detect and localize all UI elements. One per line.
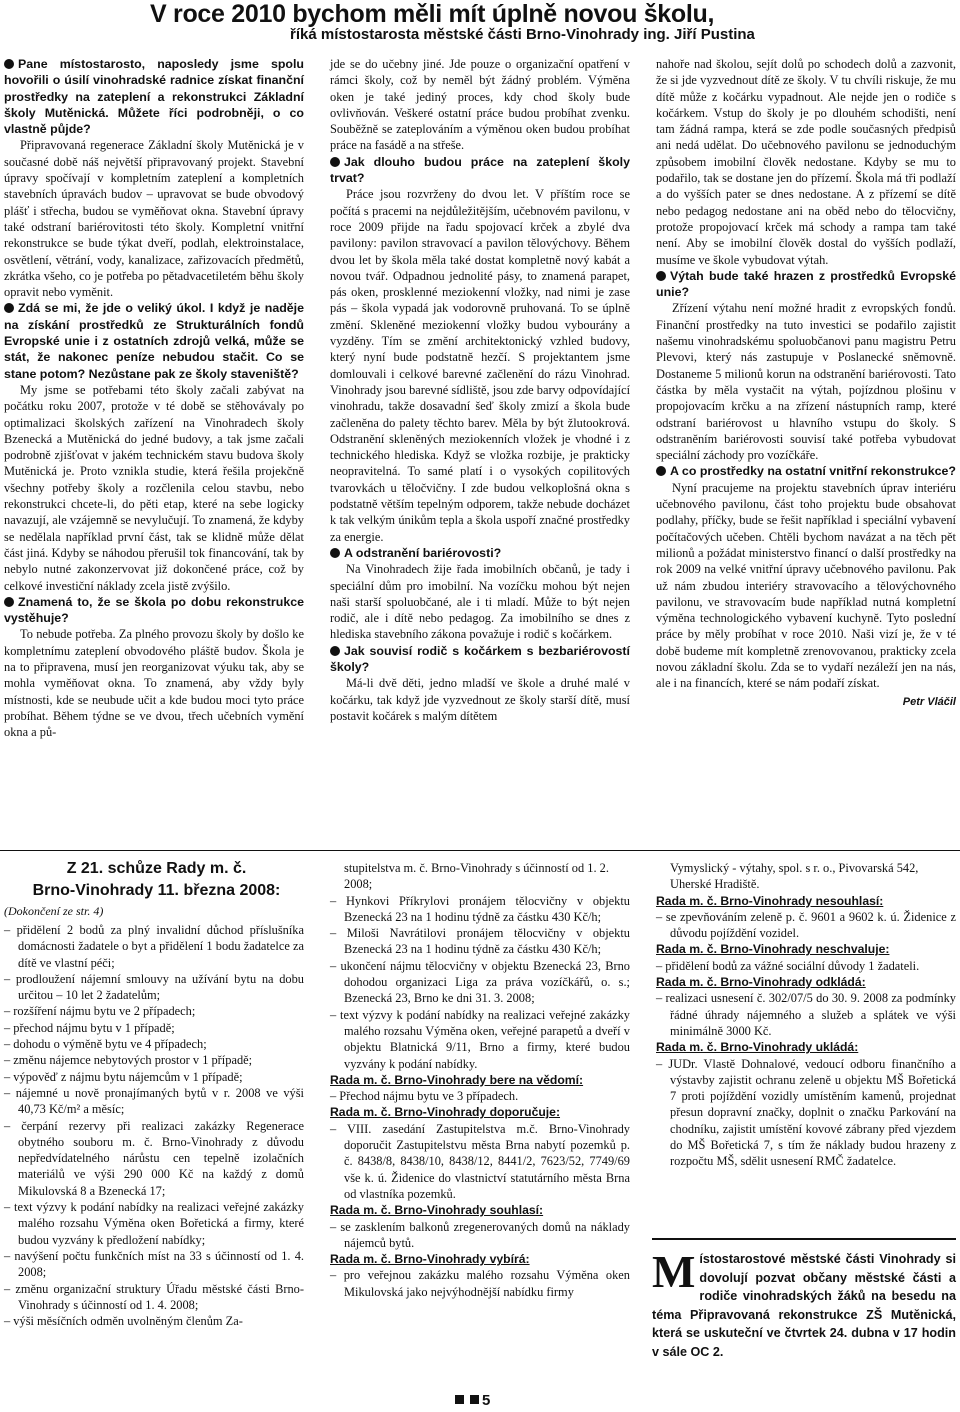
resolution-heading: Rada m. č. Brno-Vinohrady neschvaluje: <box>656 942 890 957</box>
invitation-text: ístostarostové městské části Vinohrady si dovolují pozvat občany městské části a rodiče vinohradských žáků na besedu na téma Připravovaná rekonstrukce ZŠ Mutěnická, která se uskuteční ve čtvrtek 24. dubna v 17 hodin v sále OC 2. <box>652 1252 956 1359</box>
resolution-item: – Přechod nájmu bytu ve 3 případech. <box>330 1088 630 1104</box>
square-marker-icon <box>455 1395 464 1404</box>
page-number <box>452 1392 490 1409</box>
council-title-line-1: Z 21. schůze Rady m. č. <box>66 860 247 877</box>
resolution-item: – výpověď z nájmu bytu nájemcům v 1 případě; <box>4 1069 304 1085</box>
resolution-item: – čerpání rezervy při realizaci zakázky Regenerace obytného souboru m. č. Brno-Vinohrady z důvodu nepředvídatelného nárůstu cen tepelně izolačních materiálů ve výši 290 000 Kč na každý z domů Mikulovská 8 a Bzenecká 17; <box>4 1118 304 1199</box>
resolution-item: – rozšíření nájmu bytu ve 2 případech; <box>4 1003 304 1019</box>
interview-answer: Nyní pracujeme na projektu stavebních úprav interiéru učebnového pavilonu, část toho projektu bude obsahovat podlahy, příčky, bude se řešit například i speciální vybavení počítačových učeben. Chtěli bychom navázat a na těch pět milionů a požádat ministerstvo financí o další prostředky na rok 2009 na velké vnitřní úpravy učebnového pavilonu. Pak už nám zbudou interiéry stravovacího a tělovýchovného pavilonu, ve stravovacím bude například nutná kompletní výměna technologického vybavení kuchyně. Tyto poslední práce by měly probíhat v roce 2010. Naši vizí je, že v té době budeme mít kompletně zrenovovanou, prakticky zcela novou základní školu. Zda se to vydaří nezáleží jen na nás, ale i na financích, které se nám podaří získat. <box>656 480 956 691</box>
page-number-value: 5 <box>482 1392 491 1409</box>
resolution-heading: Rada m. č. Brno-Vinohrady ukládá: <box>656 1040 859 1055</box>
interview-answer: Práce jsou rozvrženy do dvou let. V příštím roce se počítá s pracemi na nejdůležitějším, učebnovém pavilonu, v roce 2009 přijde na řadu spojovací krček a zbylé dva pavilony: pavilon stravovací a pavilon tělovýchovy. Během dvou let by škola měla také dostat kompletně nový kabát a novou tvář. Odpadnou jednolité pásy, to znamená parapet, pás oken, prosklenné meziokenní vložky, nad nimi je zase pás – škola vypadá jak vodorovně pruhovaná. To se úplně změní. Skleněné meziokenní vložky budou vybourány a vyzděny. Tím se změní architektonický vzhled budovy, který nyní bude podstatně hezčí. S projektantem jsme domlouvali i celkové barevné začlenění do rázu Vinohrad. Vinohrady jsou barevné sídliště, jsou zde barvy odpovídající vinohradu, takže dosavadní šeď školy zmizí a škola bude začleněna do palety těchto barev. Měla by být žlutookrová. Odstranění skleněných meziokenních vložek je vhodné i z technického hlediska. Když se vložka rozbije, je prakticky neopravitelná. To samé platí i o vysokých copilitových tvarovkách u těločvičny. I zde budou velkoplošná okna s podstatně větším tepelným odporem, takže nebude docházet k tak velkým únikům tepla a škola uspoří značné prostředky za energie. <box>330 187 631 544</box>
interview-continuation: nahoře nad školou, sejít dolů po schodech dolů a zazvonit, že si jde vyzvednout dítě ze školy. V tu chvíli riskuje, že mu dítě může z kočárku vypadnout. Ale nejde jen o rodiče s kočárkem. Vstup do školy je po dlouhém schodišti, není tam žádná rampa, která se zde podle současných předpisů ani nedá udělat. Do učebnového pavilonu se jednoduchým způsobem imobilní člověk nedostane. Kdyby se mu to podařilo, tak se dostane jen do přízemí. Škola má tři podlaží a do vyšších pater se dnes nedostane. A z přízemí se dítě nebo pedagog nedostane ani na oběd nebo do tělocvičny, protože propojovací krček má schody a rampa tam také není. Aby se imobilní člověk dostal do vyšších podlaží, musíme ve škole vybudovat výtah. <box>656 57 956 267</box>
resolution-item: – dohodu o výměně bytu ve 4 případech; <box>4 1036 304 1052</box>
council-column-1 <box>4 922 304 1329</box>
interview-question: Jak dlouho budou práce na zateplení školy trvat? <box>330 154 630 186</box>
interview-answer: Na Vinohradech žije řada imobilních občanů, je tady i speciální dům pro imobilní. Na vozíčku mohou být nejen naši starší spoluobčané, ale i ti mladí. Může to být nejen rodič, ale i dítě nebo pedagog. Za imobilního se dnes z hlediska stavebního zákona považuje i rodič s kočárkem. <box>330 562 630 642</box>
interview-continuation: jde se do učebny jiné. Jde pouze o organizační opatření v rámci školy, což by neměl být žádný problém. Výměna oken je také jediný proces, kdy chod školy bude ovlivňován. Veškeré ostatní práce budou probíhat zvenku. Souběžně se zateplováním a výměnou oken budou probíhat práce na fasádě a na střeše. <box>330 57 630 153</box>
council-column-3 <box>656 860 956 1170</box>
interview-answer: My jsme se potřebami této školy začali zabývat na počátku roku 2007, protože v té době se stěhovávaly po optimalizaci školských zařízení na Vinohradech školy Bzenecká a Mutěnická do jedné budovy, a tak jsme začali podrobně zjišťovat v jakém technickém stavu budova školy Mutěnická je. Proto vznikla studie, která řešila projekčně všechny potřeby školy a rozčlenila celou stavbu, nebo rekonstrukci chcete-li, do pěti etap, které na sebe logicky navazují, ale vzájemně se nevylučují. To znamená, že kdyby se nedělala například první část, tak se klidně může dělat část jiná. Kdyby se náhodou přerušil tok financování, tak by nebylo nutné zakonzervovat již dokončené práce, což by celkové investiční náklady zcela jistě zvýšilo. <box>4 382 304 593</box>
resolution-heading: Rada m. č. Brno-Vinohrady vybírá: <box>330 1252 530 1267</box>
resolution-item: – navýšení počtu funkčních míst na 33 s účinností od 1. 4. 2008; <box>4 1248 304 1281</box>
interview-question: Výtah bude také hrazen z prostředků Evropské unie? <box>656 268 956 300</box>
resolution-heading: Rada m. č. Brno-Vinohrady doporučuje: <box>330 1105 561 1120</box>
interview-answer: To nebude potřeba. Za plného provozu školy by došlo ke kompletnímu zateplení obvodového pláště budov. Škola je na to připravena, musí jen reorganizovat výuku tak, aby se mohla vyměňovat okna. To znamená, aby vždy byly místnosti, kde se neubude učit a kde budou moci tyto práce probíhat. Během týdne se ve dvou, třech učebních vymění okna a pů- <box>4 627 304 740</box>
interview-column-1 <box>4 56 304 740</box>
resolution-item: – se zpevňováním zeleně p. č. 9601 a 9602 k. ú. Židenice z důvodu pojíždění vozidel. <box>656 909 956 942</box>
resolution-continuation: stupitelstva m. č. Brno-Vinohrady s účinností od 1. 2. 2008; <box>344 861 609 892</box>
interview-column-3 <box>656 56 956 710</box>
council-title-line-2: Brno-Vinohrady 11. března 2008: <box>32 882 281 899</box>
resolution-item: – realizaci usnesení č. 302/07/5 do 30. 9. 2008 za podmínky řádné úhrady nájemného a služeb a splátek ve výši minimálně 3000 Kč. <box>656 990 956 1039</box>
author-signature: Petr Vláčil <box>902 695 956 708</box>
interview-column-2 <box>330 56 630 724</box>
resolution-item: – JUDr. Vlastě Dohnalové, vedoucí odboru finančního a výstavby zajistit ochranu zeleně u objektu MŠ Bořetická 7 proti pojíždění vozidly umístěním kamenů, projednat přesun dopravní značky, doplnit o značku Parkování na chodníku, zajistit umístění kovové zábrany před vjezdem do MŠ Bořetická 7, s tím že náklady budou hrazeny z rozpočtu MŠ, sdělit usnesení RMČ žadatelce. <box>656 1056 956 1170</box>
resolution-heading: Rada m. č. Brno-Vinohrady souhlasí: <box>330 1203 544 1218</box>
interview-answer: Má-li dvě děti, jedno mladší ve škole a druhé malé v kočárku, tak když jde vyzvednout ze školy starší dítě, musí postavit kočárek s malým dítětem <box>330 676 630 723</box>
resolution-item: – výši měsíčních odměn uvolněným členům Za- <box>4 1313 304 1329</box>
article-subtitle: říká místostarosta městské části Brno-Vinohrady ing. Jiří Pustina <box>290 26 755 43</box>
resolution-item: – se zasklením balkonů zregenerovaných domů na náklady nájemců bytů. <box>330 1219 630 1252</box>
council-report-title <box>4 858 309 902</box>
interview-question: Pane místostarosto, naposledy jsme spolu hovořili o úsilí vinohradské radnice získat finanční prostředky na zateplení a rekonstrukci Základní školy Mutěnická. Můžete říci podrobněji, o co vlastně půjde? <box>4 57 304 137</box>
resolution-heading: Rada m. č. Brno-Vinohrady odkládá: <box>656 975 866 990</box>
resolution-item: – Hynkovi Příkrylovi pronájem tělocvičny v objektu Bzenecká 23 na 1 hodinu týdně za částku 430 Kč/h; <box>330 893 630 926</box>
council-column-2 <box>330 860 630 1300</box>
resolution-item: – pro veřejnou zakázku malého rozsahu Výměna oken Mikulovská jako nejvýhodnější nabídku firmy <box>330 1267 630 1300</box>
interview-answer: Připravovaná regenerace Základní školy Mutěnická je v současné době náš největší připravovaný projekt. Stavební úpravy spočívají v kompletním zateplení a kompletních stavebních úpravách budov – upravovat se bude obvodový plášť i střecha, budou se vyměňovat okna. Stavební úpravy také odstraní bariérovitosti této školy. Kompletní vnitřní rekonstrukce se bude týkat dveří, podlah, elektroinstalace, osvětlení, větrání, vody, kanalizace, zařizovacích předmětů, zkrátka všeho, co je potřeba po pětadvacetiletém běhu školy opravit nebo vyměnit. <box>4 138 304 300</box>
resolution-heading: Rada m. č. Brno-Vinohrady bere na vědomí: <box>330 1072 584 1087</box>
interview-question: Zdá se mi, že jde o veliký úkol. I když je naděje na získání prostředků ze Strukturálních fondů Evropské unie i z ostatních zdrojů velká, může se stát, že nakonec peníze nebudou stačit. Co se stane potom? Nezůstane pak ze školy staveniště? <box>4 301 304 381</box>
resolution-item: – změnu nájemce nebytových prostor v 1 případě; <box>4 1052 304 1068</box>
resolution-heading: Rada m. č. Brno-Vinohrady nesouhlasí: <box>656 893 884 908</box>
resolution-item: – přechod nájmu bytu v 1 případě; <box>4 1020 304 1036</box>
resolution-continuation: Vymyslický - výtahy, spol. s r. o., Pivovarská 542, Uherské Hradiště. <box>670 861 919 892</box>
interview-answer: Zřízení výtahu není možné hradit z evropských fondů. Finanční prostředky na tuto investici se podařilo zajistit našemu vinohradskému spoluobčanovi panu magistru Petru Plevovi, který nás zastupuje v Poslanecké sněmovně. Dostaneme 5 milionů korun na odstranění bariérovosti. Tato částka by měla vystačit na výtah, pojízdnou plošinu v propojovacím krčku a na zřízení nástupních ramp, které odstraní bariérovost u hlavního vstupu do školy. S odstraněním bariérovosti souvisí také potřeba vybudovat speciální záchody pro vozíčkáře. <box>656 301 956 463</box>
square-marker-icon <box>470 1395 479 1404</box>
resolution-item: – prodloužení nájemní smlouvy na užívání bytu na dobu určitou – 10 let 2 žadatelům; <box>4 971 304 1004</box>
section-divider <box>0 850 960 851</box>
invitation-initial: M <box>652 1246 696 1297</box>
resolution-item: – přidělení 2 bodů za plný invalidní důchod příslušníka domácnosti žadatele o byt a přidělení 1 bodu žadatelce za dítě ve vlastní péči; <box>4 922 304 971</box>
interview-question: A odstranění bariérovosti? <box>330 545 630 561</box>
resolution-item: – nájemné u nově pronajímaných bytů v r. 2008 ve výši 40,73 Kč/m² a měsíc; <box>4 1085 304 1118</box>
resolution-item: – přidělení bodů za vážné sociální důvody 1 žadateli. <box>656 958 956 974</box>
resolution-item: – změnu organizační struktury Úřadu městské části Brno-Vinohrady s účinností od 1. 4. 2008; <box>4 1281 304 1314</box>
article-title: V roce 2010 bychom měli mít úplně novou školu, <box>150 0 715 28</box>
interview-question: A co prostředky na ostatní vnitřní rekonstrukce? <box>656 463 956 479</box>
resolution-item: – text výzvy k podání nabídky na realizaci veřejné zakázky malého rozsahu Výměna oken Bořetická a firmy, které budou vyzvány k předložení nabídky; <box>4 1199 304 1248</box>
interview-question: Znamená to, že se škola po dobu rekonstrukce vystěhuje? <box>4 594 304 626</box>
resolution-item: – text výzvy k podání nabídky na realizaci veřejné zakázky malého rozsahu Výměna oken, veřejné parapetů a dveří v objektu Blatnická 9/11, Brno a firmy, které budou vyzvány k podání nabídky. <box>330 1007 630 1072</box>
continuation-note: (Dokončení ze str. 4) <box>4 904 104 918</box>
resolution-item: – ukončení nájmu tělocvičny v objektu Bzenecká 23, Brno dohodou organizaci Liga za práva vozíčkářů, o. s.; Bzenecká 23, Brno ke dni 31. 3. 2008; <box>330 958 630 1007</box>
resolution-item: – VIII. zasedání Zastupitelstva m.č. Brno-Vinohrady doporučit Zastupitelstvu města Brna nabytí pozemků p. č. 8438/8, 8438/10, 8438/12, 8441/2, 7623/52, 7749/69 vše k. ú. Židenice do vlastnictví statutárního města Brna od vlastníka pozemků. <box>330 1121 630 1202</box>
invitation-box <box>652 1238 956 1380</box>
interview-question: Jak souvisí rodič s kočárkem s bezbariérovostí školy? <box>330 643 630 674</box>
resolution-item: – Miloši Navrátilovi pronájem tělocvičny v objektu Bzenecká 23 na 1 hodinu týdně za částku 430 Kč/h; <box>330 925 630 958</box>
